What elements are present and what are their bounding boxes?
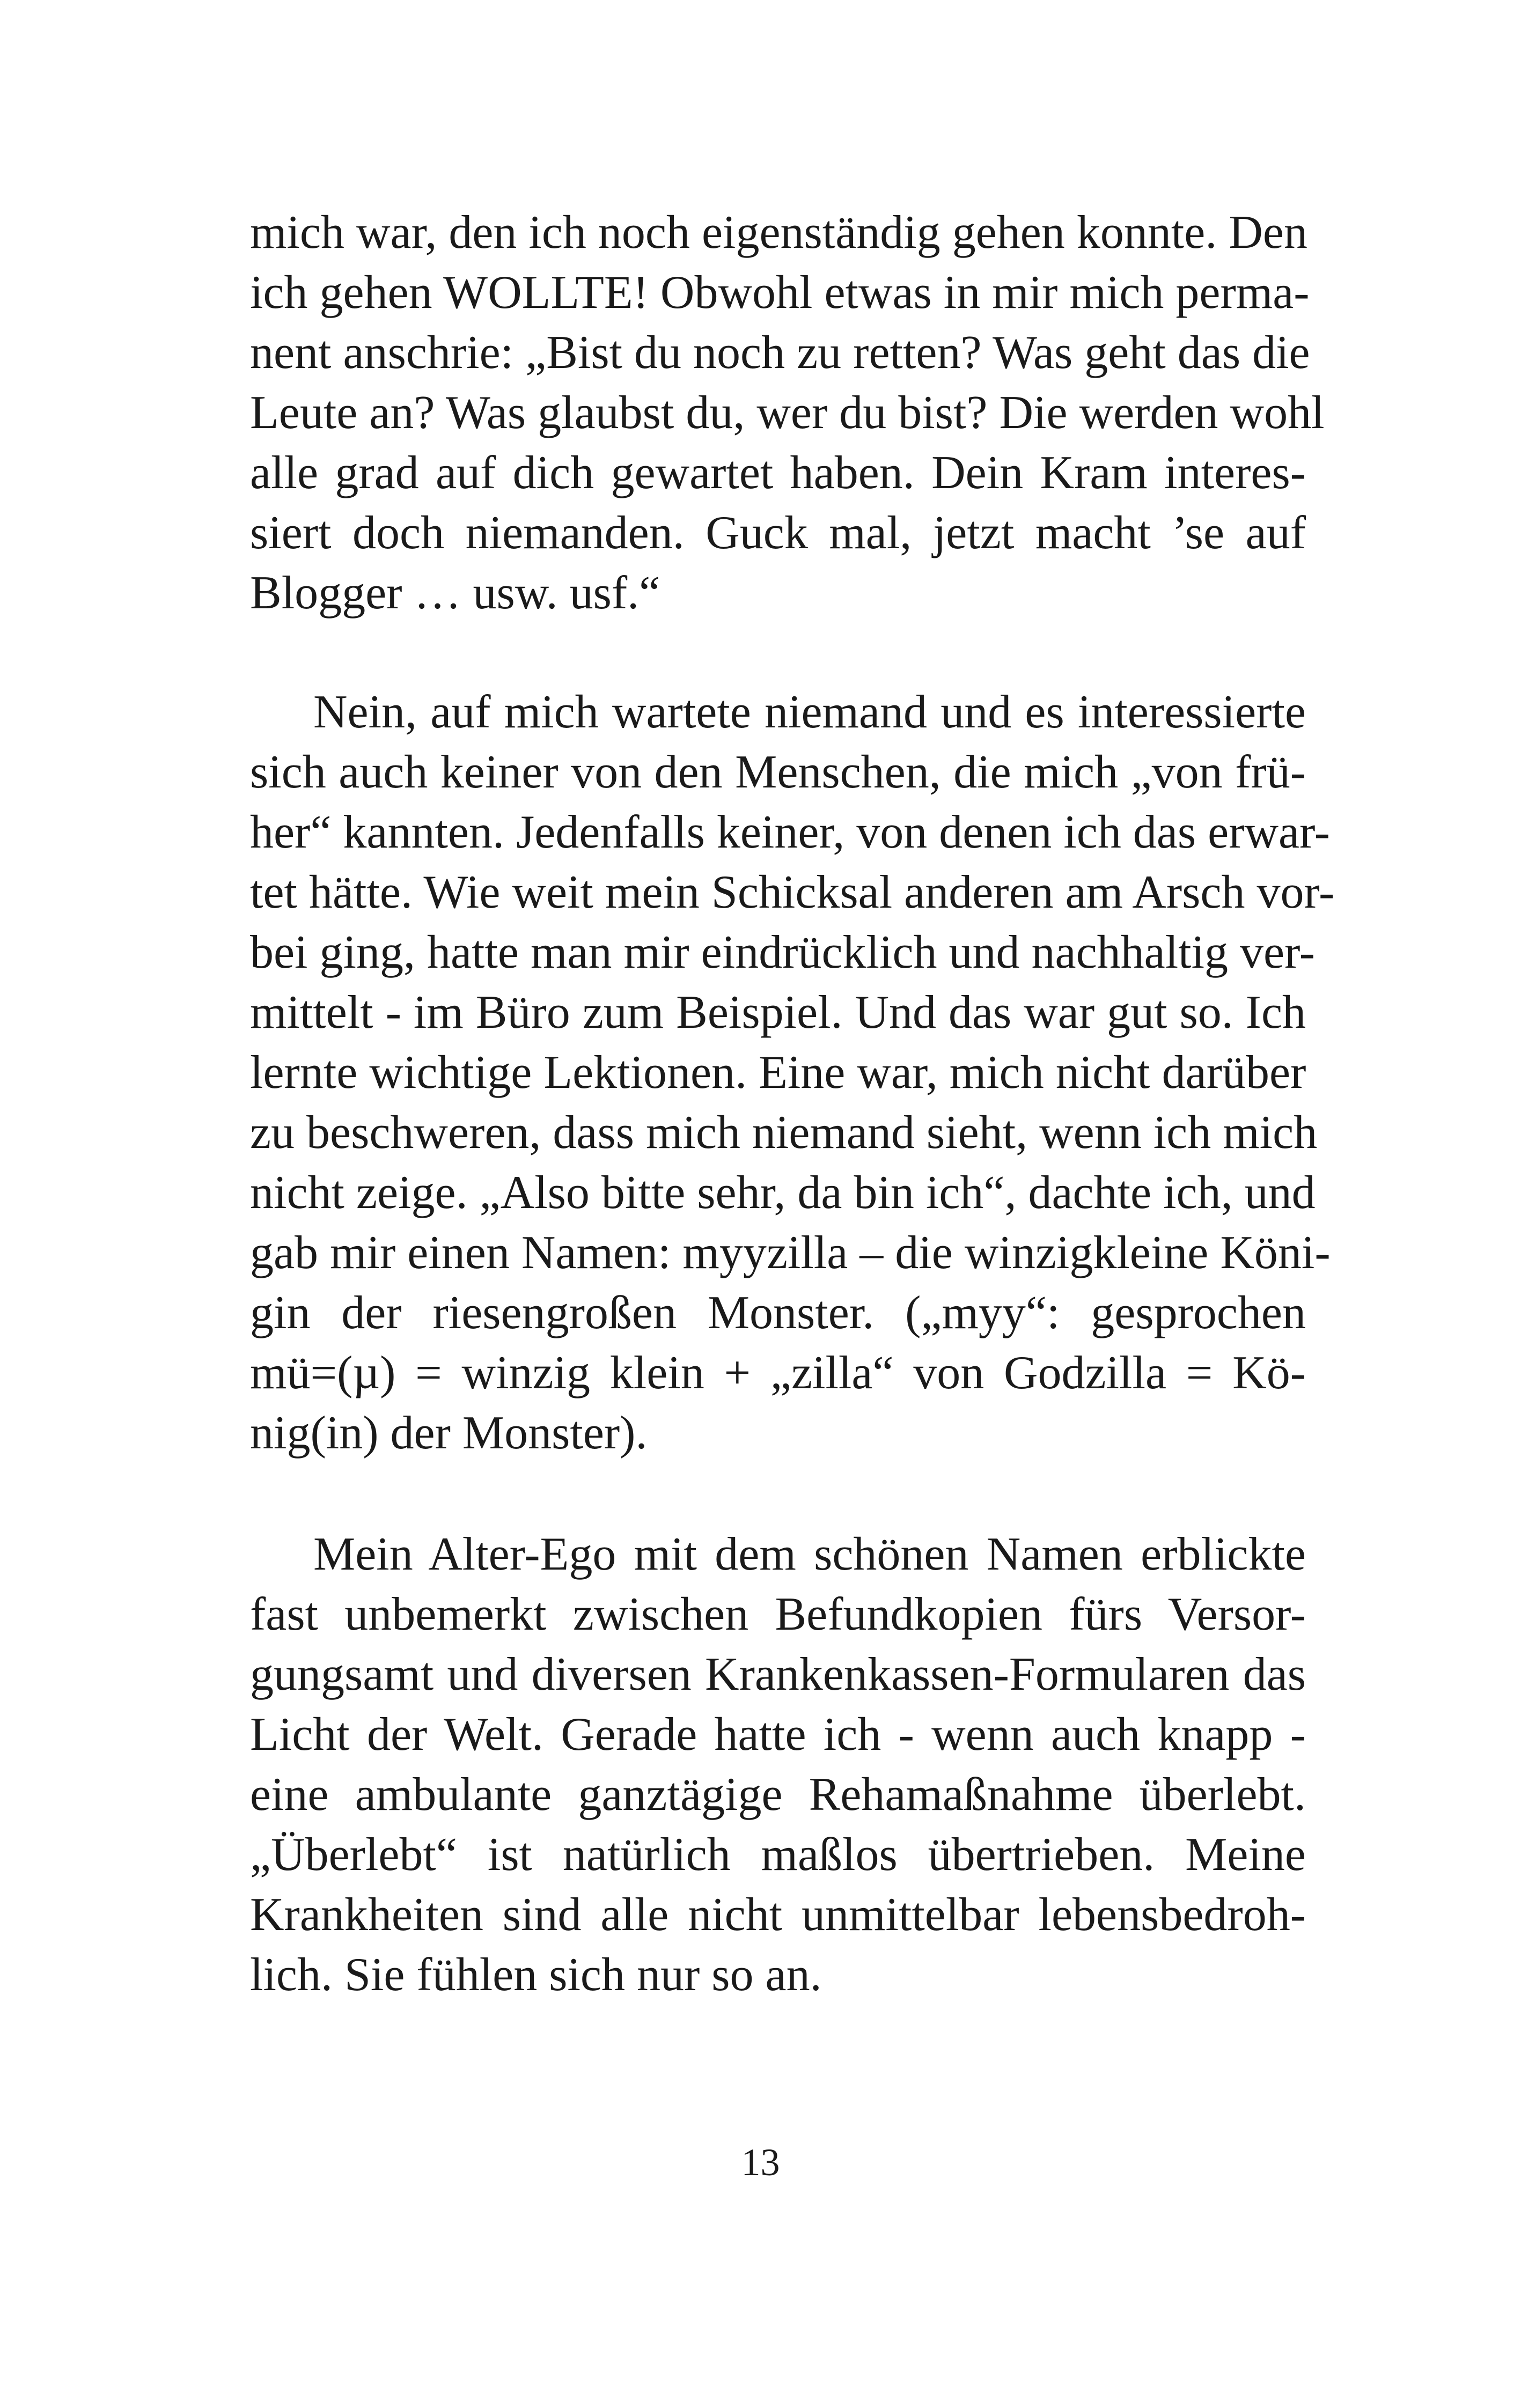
text-line: „Überlebt“ ist natürlich maßlos übertrieben. Meine (250, 1829, 1306, 1881)
text-line: lich. Sie fühlen sich nur so an. (250, 1949, 822, 2001)
text-line: Blogger … usw. usf.“ (250, 567, 660, 619)
text-line: lernte wichtige Lektionen. Eine war, mich nicht darüber (250, 1047, 1306, 1099)
paragraph-2 (250, 682, 1335, 1463)
text-line: gungsamt und diversen Krankenkassen-Formularen das (250, 1648, 1306, 1700)
text-line: her“ kannten. Jedenfalls keiner, von denen ich das erwar- (250, 806, 1330, 858)
text-line: mü=(µ) = winzig klein + „zilla“ von Godzilla = Kö- (250, 1347, 1306, 1399)
text-line: Leute an? Was glaubst du, wer du bist? Die werden wohl (250, 387, 1325, 439)
paragraph-3 (250, 1525, 1306, 2005)
text-line: Nein, auf mich wartete niemand und es interessierte (313, 686, 1306, 738)
text-line: Krankheiten sind alle nicht unmittelbar lebensbedroh- (250, 1889, 1306, 1941)
text-line: Mein Alter-Ego mit dem schönen Namen erblickte (313, 1528, 1306, 1580)
text-line: sich auch keiner von den Menschen, die mich „von frü- (250, 746, 1306, 798)
text-line: tet hätte. Wie weit mein Schicksal anderen am Arsch vor- (250, 866, 1335, 918)
text-line: nent anschrie: „Bist du noch zu retten? Was geht das die (250, 327, 1310, 379)
paragraph-1 (250, 203, 1325, 623)
text-line: gab mir einen Namen: myyzilla – die winzigkleine Köni- (250, 1227, 1331, 1279)
text-line: eine ambulante ganztägige Rehamaßnahme überlebt. (250, 1769, 1306, 1821)
text-line: nig(in) der Monster). (250, 1407, 648, 1459)
text-line: siert doch niemanden. Guck mal, jetzt macht ’se auf (250, 507, 1306, 559)
text-line: alle grad auf dich gewartet haben. Dein Kram interes- (250, 447, 1306, 499)
text-line: Licht der Welt. Gerade hatte ich - wenn auch knapp - (250, 1709, 1306, 1761)
text-line: bei ging, hatte man mir eindrücklich und nachhaltig ver- (250, 926, 1315, 978)
text-line: ich gehen WOLLTE! Obwohl etwas in mir mich perma- (250, 267, 1310, 319)
text-line: nicht zeige. „Also bitte sehr, da bin ich“, dachte ich, und (250, 1167, 1316, 1219)
text-line: zu beschweren, dass mich niemand sieht, wenn ich mich (250, 1107, 1318, 1159)
page-number: 13 (741, 2141, 780, 2184)
text-line: mittelt - im Büro zum Beispiel. Und das war gut so. Ich (250, 986, 1306, 1039)
text-line: mich war, den ich noch eigenständig gehen konnte. Den (250, 207, 1307, 259)
text-line: gin der riesengroßen Monster. („myy“: gesprochen (250, 1287, 1306, 1339)
text-line: fast unbemerkt zwischen Befundkopien fürs Versor- (250, 1588, 1306, 1640)
